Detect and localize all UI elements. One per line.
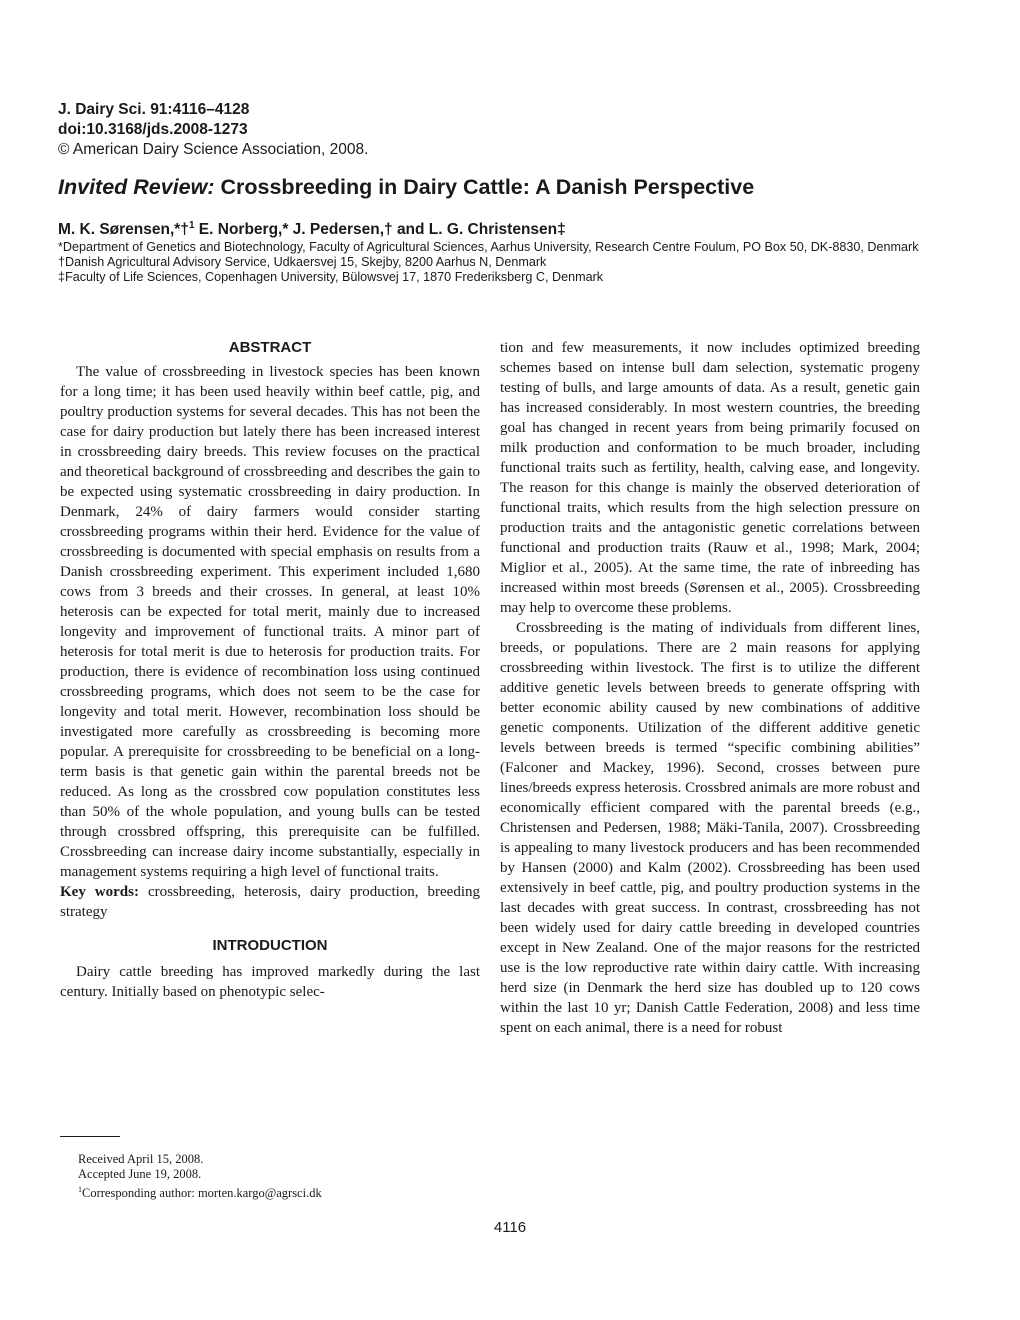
title-lead: Invited Review: — [58, 175, 215, 199]
footnote-mark: 1 — [78, 1185, 82, 1194]
author-footnote-mark: 1 — [188, 220, 195, 231]
footnotes — [78, 1152, 322, 1201]
affiliations — [58, 240, 938, 285]
footnote-corresponding — [78, 1182, 322, 1201]
journal-doi[interactable]: doi:10.3168/jds.2008-1273 — [58, 121, 248, 138]
footnote-received: Received April 15, 2008. — [78, 1152, 204, 1166]
affiliation-3: ‡Faculty of Life Sciences, Copenhagen University, Bülowsvej 17, 1870 Frederiksberg C, Denmark — [58, 270, 604, 284]
author-first: M. K. Sørensen,*† — [58, 221, 189, 239]
author-list — [58, 220, 566, 239]
journal-copyright: © American Dairy Science Association, 2008. — [58, 141, 369, 158]
author-rest: E. Norberg,* J. Pedersen,† and L. G. Christensen‡ — [194, 221, 566, 239]
page-number: 4116 — [493, 1219, 527, 1236]
keywords — [60, 882, 480, 922]
right-column — [500, 338, 920, 1038]
abstract-text: The value of crossbreeding in livestock species has been known for a long time; it has been used heavily within beef cattle, pig, and poultry production systems for several decades. This has not been the case for dairy production but lately there has been increased interest in crossbreeding dairy breeds. This review focuses on the practical and theoretical background of crossbreeding and describes the gain to be expected using systematic crossbreeding in dairy production. In Denmark, 24% of dairy farmers would consider starting crossbreeding programs within their herd. Evidence for the value of crossbreeding is documented with special emphasis on results from a Danish crossbreeding experiment. This experiment included 1,680 cows from 3 breeds and their crosses. In general, at least 10% heterosis can be expected for total merit, mainly due to increased longevity and improvement of functional traits. A minor part of heterosis for total merit is due to heterosis for production traits. For production, there is evidence of recombination loss using continued crossbreeding programs, which does not seem to be the case for longevity and total merit. However, recombination loss should be investigated more carefully as crossbreeding is becoming more popular. A prerequisite for crossbreeding to be beneficial on a long-term basis is that genetic gain within the parental breeds not be reduced. As long as the crossbred cow population constitutes less than 50% of the whole population, and young bulls can be tested through crossbred offspring, this prerequisite can be fulfilled. Crossbreeding can increase dairy income substantially, especially in management systems requiring a high level of functional traits. — [60, 364, 480, 880]
introduction-paragraph-1-continued: tion and few measurements, it now includes optimized breeding schemes based on intense bull dam selection, systematic progeny testing of bulls, and large amounts of data. As a result, genetic gain has increased considerably. In most western countries, the breeding goal has changed in recent years from being primarily focused on milk production and conformation to be much broader, including functional traits such as fertility, health, calving ease, and longevity. The reason for this change is mainly the observed deterioration of functional traits, which results from the high selection pressure on production traits and the antagonistic genetic correlations between functional and production traits (Rauw et al., 1998; Mark, 2004; Miglior et al., 2005). At the same time, the rate of inbreeding has increased within most breeds (Sørensen et al., 2005). Crossbreeding may help to overcome these problems. — [500, 340, 920, 616]
journal-header — [58, 100, 368, 160]
journal-citation: J. Dairy Sci. 91:4116–4128 — [58, 101, 250, 118]
introduction-heading: INTRODUCTION — [212, 937, 328, 954]
keywords-list: crossbreeding, heterosis, dairy production, breeding strategy — [60, 884, 480, 920]
footnote-divider — [60, 1136, 120, 1137]
title-main: Crossbreeding in Dairy Cattle: A Danish Perspective — [214, 175, 755, 199]
affiliation-2: †Danish Agricultural Advisory Service, Udkaersvej 15, Skejby, 8200 Aarhus N, Denmark — [58, 255, 547, 269]
article-title — [58, 175, 754, 200]
affiliation-1: *Department of Genetics and Biotechnology, Faculty of Agricultural Sciences, Aarhus University, Research Centre Foulum, PO Box 50, DK-8830, Denmark — [58, 240, 919, 254]
footnote-accepted: Accepted June 19, 2008. — [78, 1167, 202, 1181]
left-column — [60, 338, 480, 1002]
introduction-paragraph-1-start: Dairy cattle breeding has improved markedly during the last century. Initially based on phenotypic selec- — [60, 964, 480, 1000]
corresponding-author[interactable]: Corresponding author: morten.kargo@agrsci.dk — [82, 1186, 322, 1201]
introduction-paragraph-2: Crossbreeding is the mating of individuals from different lines, breeds, or populations. There are 2 main reasons for applying crossbreeding within livestock. The first is to utilize the different additive genetic levels between breeds to generate offspring with better economic ability caused by new combinations of additive genetic components. Utilization of the different additive genetic levels between breeds is termed “specific combining abilities” (Falconer and Mackey, 1996). Second, crosses between pure lines/breeds express heterosis. Crossbred animals are more robust and economically efficient compared with the parental breeds (e.g., Christensen and Pedersen, 1988; Mäki-Tanila, 2007). Crossbreeding is appealing to many livestock producers and has been recommended by Hansen (2000) and Kalm (2002). Crossbreeding has been used extensively in beef cattle, pig, and poultry production systems in the last decades with great success. In contrast, crossbreeding has not been widely used for dairy cattle breeding in developed countries except in New Zealand. One of the major reasons for the restricted use is the low reproductive rate within dairy cattle. With increasing herd size (in Denmark the herd size has doubled up to 120 cows within the last 10 yr; Danish Cattle Federation, 2008) and less time spent on each animal, there is a need for robust — [500, 620, 920, 1036]
keywords-label: Key words: — [60, 884, 139, 900]
abstract-heading: ABSTRACT — [228, 339, 312, 356]
